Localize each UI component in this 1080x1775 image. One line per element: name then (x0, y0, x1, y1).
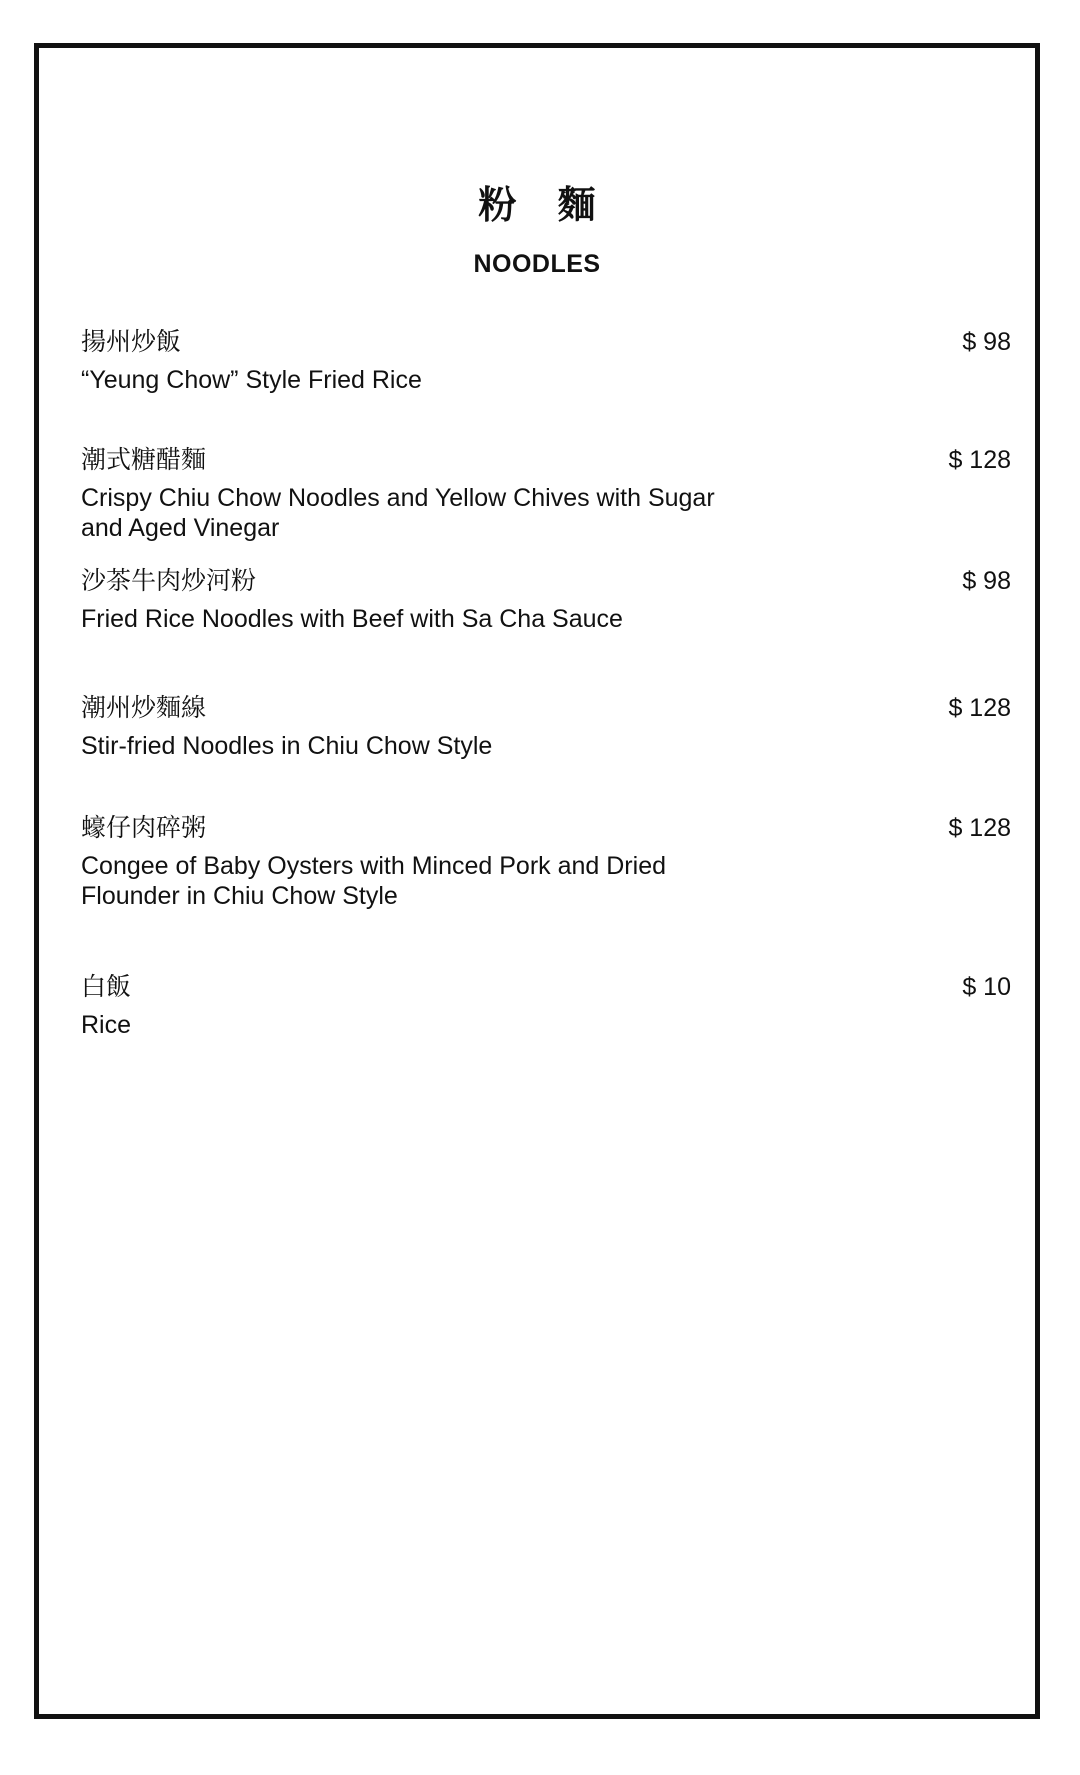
section-title-chinese: 粉 麵 (478, 183, 610, 227)
item-price: $ 128 (948, 446, 1011, 474)
item-name-chinese: 白飯 (81, 972, 132, 1001)
menu-item-sa-cha-beef-rice-noodles (81, 565, 1011, 634)
item-name-chinese: 潮州炒麵線 (81, 693, 207, 722)
menu-frame (34, 43, 1040, 1719)
item-price: $ 10 (962, 973, 1011, 1001)
item-price: $ 128 (948, 694, 1011, 722)
section-title-english: NOODLES (473, 250, 601, 278)
menu-item-rice (81, 971, 1011, 1040)
item-name-english: Stir-fried Noodles in Chiu Chow Style (81, 731, 493, 760)
menu-item-baby-oyster-congee (81, 812, 1011, 911)
menu-item-crispy-chiu-chow-noodles (81, 444, 1011, 543)
item-price: $ 98 (962, 567, 1011, 595)
item-name-chinese: 沙茶牛肉炒河粉 (81, 566, 257, 595)
item-name-english: Rice (81, 1010, 132, 1039)
menu-item-chiu-chow-stir-fried-noodles (81, 692, 1011, 761)
item-price: $ 128 (948, 814, 1011, 842)
item-name-english: Crispy Chiu Chow Noodles and Yellow Chives with Sugar and Aged Vinegar (81, 483, 715, 542)
menu-item-yeung-chow-fried-rice (81, 326, 1011, 395)
item-name-chinese: 潮式糖醋麵 (81, 445, 207, 474)
item-name-english: Fried Rice Noodles with Beef with Sa Cha Sauce (81, 604, 623, 633)
item-name-chinese: 蠔仔肉碎粥 (81, 813, 207, 842)
item-name-chinese: 揚州炒飯 (81, 327, 182, 356)
item-price: $ 98 (962, 328, 1011, 356)
item-name-english: Congee of Baby Oysters with Minced Pork and Dried Flounder in Chiu Chow Style (81, 851, 666, 910)
item-name-english: “Yeung Chow” Style Fried Rice (81, 365, 422, 394)
